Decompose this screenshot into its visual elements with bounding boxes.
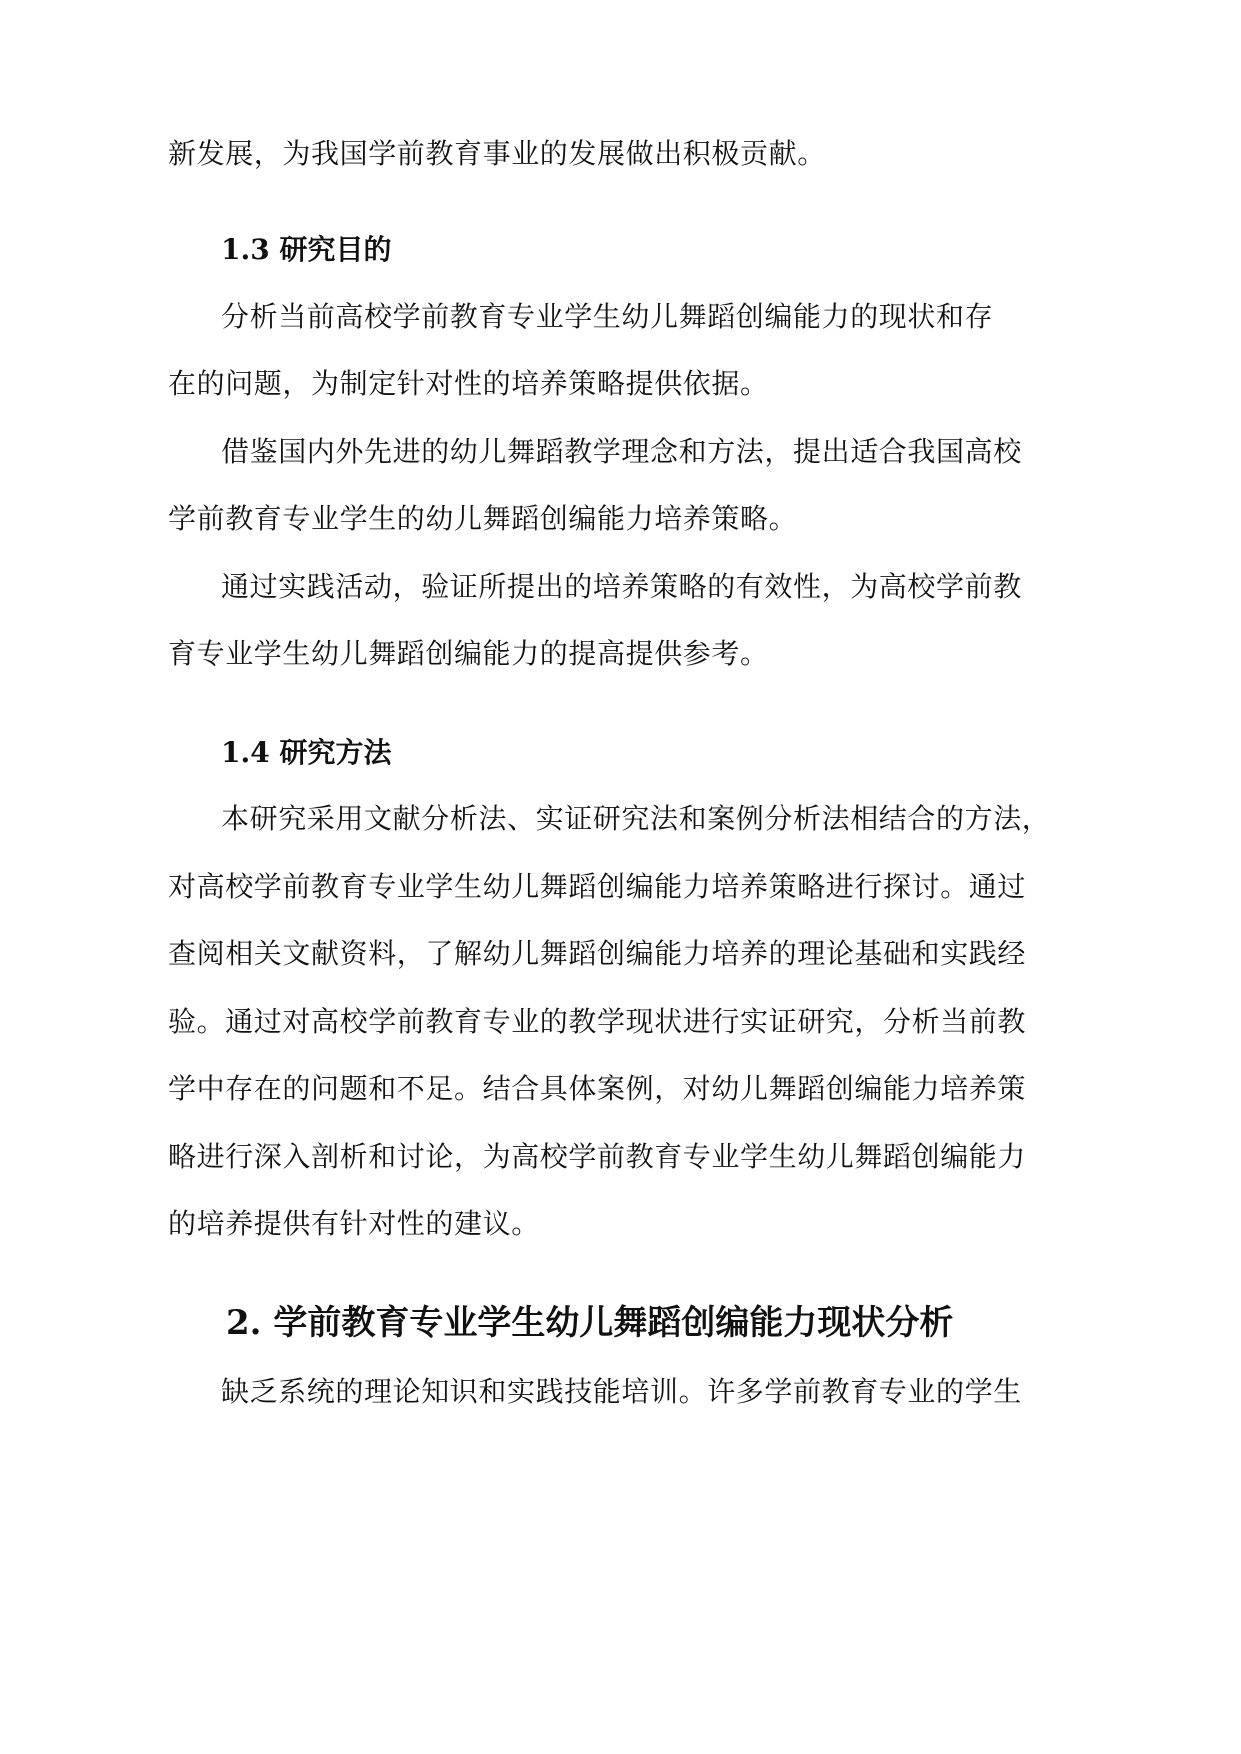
paragraph-line: 本研究采用文献分析法、实证研究法和案例分析法相结合的方法， <box>221 802 1051 835</box>
section-heading-1-4: 1.4 研究方法 <box>221 736 392 769</box>
section-heading-1-3: 1.3 研究目的 <box>221 233 392 266</box>
paragraph-line: 的培养提供有针对性的建议。 <box>168 1207 540 1240</box>
paragraph-line: 学中存在的问题和不足。结合具体案例，对幼儿舞蹈创编能力培养策 <box>168 1072 1027 1105</box>
paragraph-line: 验。通过对高校学前教育专业的教学现状进行实证研究，分析当前教 <box>168 1005 1027 1038</box>
paragraph-line: 略进行深入剖析和讨论，为高校学前教育专业学生幼儿舞蹈创编能力 <box>168 1140 1027 1173</box>
paragraph-line: 缺乏系统的理论知识和实践技能培训。许多学前教育专业的学生 <box>221 1375 1022 1408</box>
section-heading-2: 2. 学前教育专业学生幼儿舞蹈创编能力现状分析 <box>226 1303 954 1343</box>
paragraph-line: 查阅相关文献资料，了解幼儿舞蹈创编能力培养的理论基础和实践经 <box>168 937 1027 970</box>
paragraph-line: 通过实践活动，验证所提出的培养策略的有效性，为高校学前教 <box>221 570 1022 603</box>
paragraph-line: 新发展，为我国学前教育事业的发展做出积极贡献。 <box>168 137 826 170</box>
paragraph-line: 对高校学前教育专业学生幼儿舞蹈创编能力培养策略进行探讨。通过 <box>168 870 1027 903</box>
paragraph-line: 分析当前高校学前教育专业学生幼儿舞蹈创编能力的现状和存 <box>221 300 994 333</box>
paragraph-line: 在的问题，为制定针对性的培养策略提供依据。 <box>168 367 769 400</box>
paragraph-line: 学前教育专业学生的幼儿舞蹈创编能力培养策略。 <box>168 502 798 535</box>
paragraph-line: 育专业学生幼儿舞蹈创编能力的提高提供参考。 <box>168 637 769 670</box>
paragraph-line: 借鉴国内外先进的幼儿舞蹈教学理念和方法，提出适合我国高校 <box>221 435 1022 468</box>
